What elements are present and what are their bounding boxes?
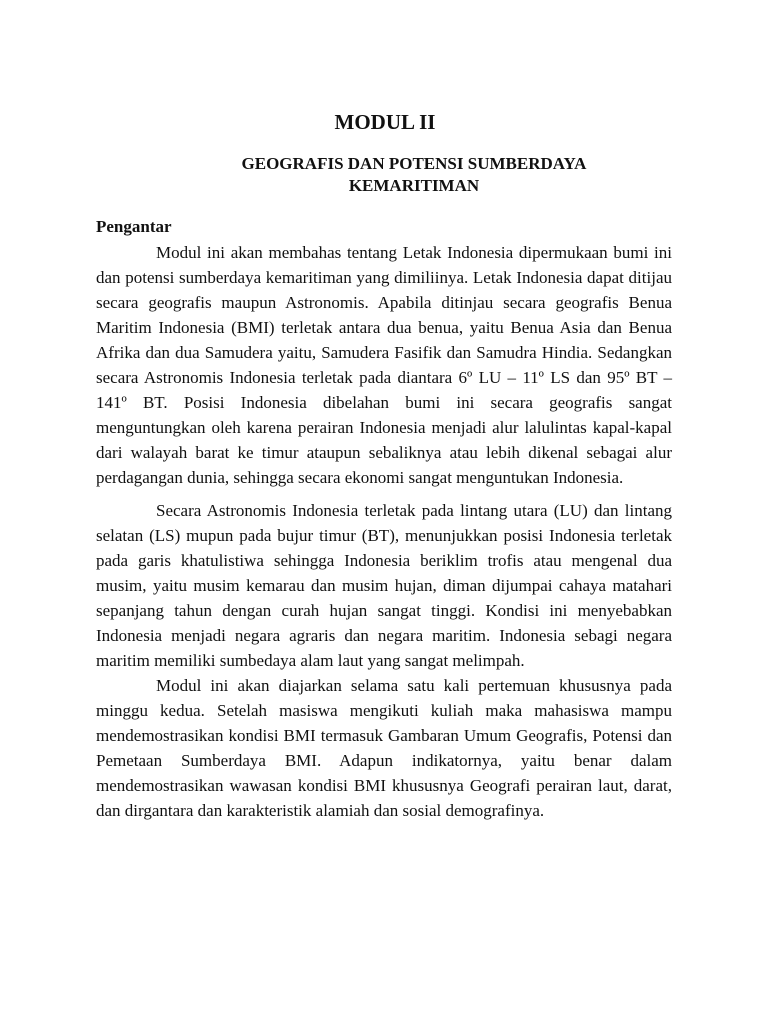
subtitle-line-2: KEMARITIMAN [348, 176, 480, 195]
document-page [96, 108, 672, 823]
paragraph-2: Secara Astronomis Indonesia terletak pada lintang utara (LU) dan lintang selatan (LS) mupun pada bujur timur (BT), menunjukkan posisi Indonesia terletak pada garis khatulistiwa sehingga Indonesia beriklim trofis atau mengenal dua musim, yaitu musim kemarau dan musim hujan, diman dijumpai cahaya matahari sepanjang tahun dengan curah hujan sangat tinggi. Kondisi ini menyebabkan Indonesia menjadi negara agraris dan negara maritim. Indonesia sebagi negara maritim memiliki sumbedaya alam laut yang sangat melimpah. [96, 501, 672, 670]
subtitle-line-1: GEOGRAFIS DAN POTENSI SUMBERDAYA [241, 154, 587, 173]
section-heading-pengantar: Pengantar [96, 217, 172, 236]
module-subtitle [96, 153, 672, 197]
paragraph-3: Modul ini akan diajarkan selama satu kali pertemuan khususnya pada minggu kedua. Setelah masiswa mengikuti kuliah maka mahasiswa mampu mendemostrasikan kondisi BMI termasuk Gambaran Umum Geografis, Potensi dan Pemetaan Sumberdaya BMI. Adapun indikatornya, yaitu benar dalam mendemostrasikan wawasan kondisi BMI khususnya Geografi perairan laut, darat, dan dirgantara dan karakteristik alamiah dan sosial demografinya. [96, 676, 672, 820]
module-title: MODUL II [334, 110, 436, 134]
paragraph-1: Modul ini akan membahas tentang Letak Indonesia dipermukaan bumi ini dan potensi sumberdaya kemaritiman yang dimiliinya. Letak Indonesia dapat ditijau secara geografis maupun Astronomis. Apabila ditinjau secara geografis Benua Maritim Indonesia (BMI) terletak antara dua benua, yaitu Benua Asia dan Benua Afrika dan dua Samudera yaitu, Samudera Fasifik dan Samudra Hindia. Sedangkan secara Astronomis Indonesia terletak pada diantara 6º LU – 11º LS dan 95º BT – 141º BT. Posisi Indonesia dibelahan bumi ini secara geografis sangat menguntungkan oleh karena perairan Indonesia menjadi alur lalulintas kapal-kapal dari walayah barat ke timur ataupun sebaliknya atau lebih dikenal sebagai alur perdagangan dunia, sehingga secara ekonomi sangat menguntukan Indonesia. [96, 243, 672, 487]
